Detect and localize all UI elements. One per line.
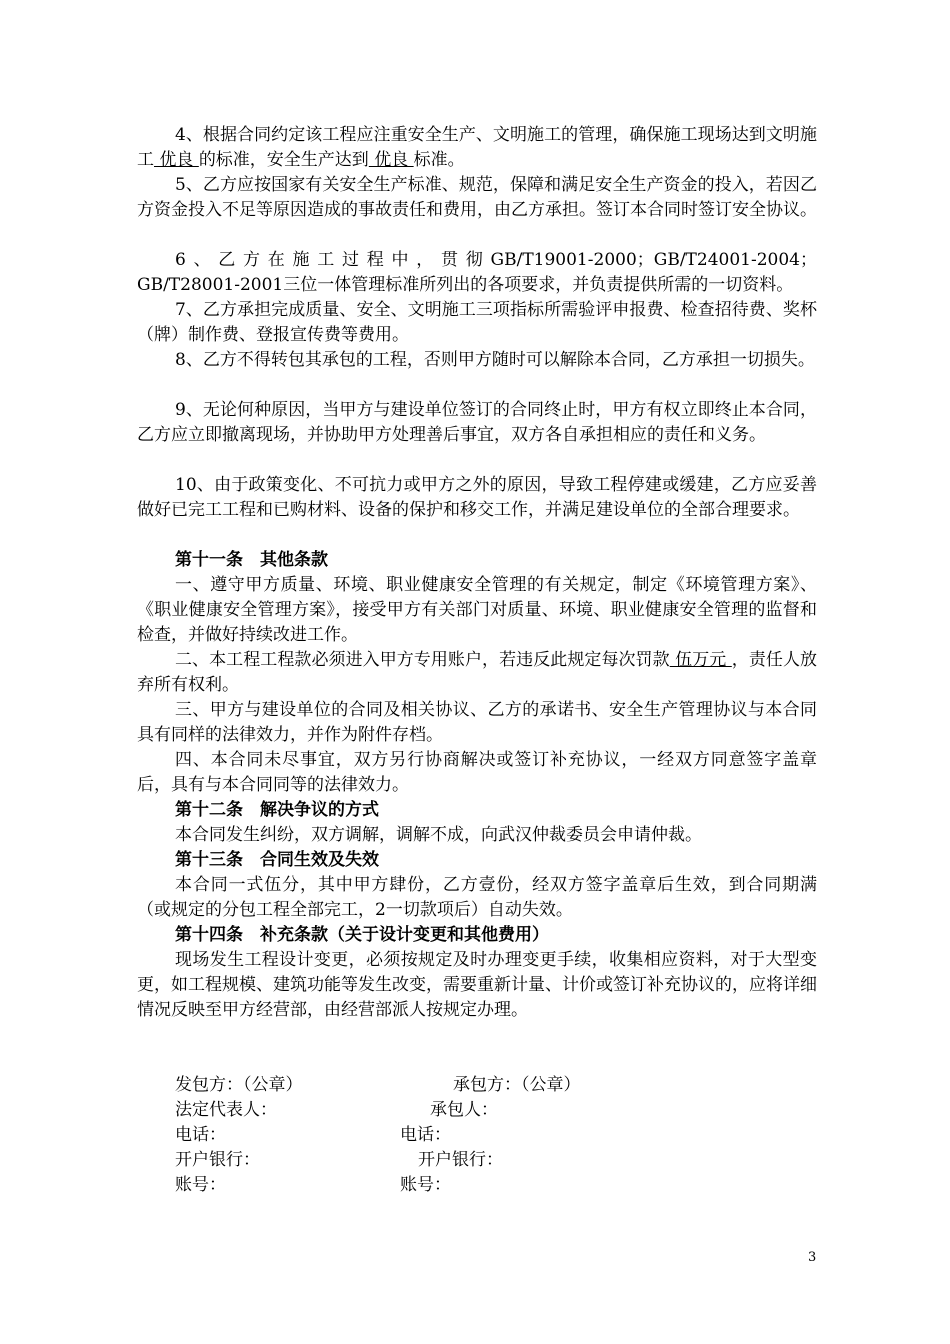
article-12-text: 本合同发生纠纷，双方调解，调解不成，向武汉仲裁委员会申请仲裁。 (175, 825, 702, 845)
article-13-text: 本合同一式伍分，其中甲方肆份，乙方壹份，经双方签字盖章后生效，到合同期满（或规定的分包工程全部完工，2一切款项后）自动失效。 (137, 875, 817, 920)
article-14-text: 现场发生工程设计变更，必须按规定及时办理变更手续，收集相应资料，对于大型变更，如工程规模、建筑功能等发生改变，需要重新计量、计价或签订补充协议的，应将详细情况反映至甲方经营部，由经营部派人按规定办理。 (137, 950, 817, 1020)
employer-seal-label: 发包方：（公章） (175, 1075, 303, 1095)
contractor-phone-label: 电话： (400, 1125, 451, 1145)
article-11-item-2-text-b: ，责任人放弃所有权利。 (137, 650, 818, 695)
employer-bank-label: 开户银行： (175, 1150, 260, 1170)
article-11-item-2 (137, 648, 817, 698)
contractor-seal-label: 承包方：（公章） (453, 1075, 581, 1095)
fill-blank-civilized: 优良 (154, 150, 199, 170)
legal-representative-label: 法定代表人： (175, 1100, 277, 1120)
page-number: 3 (808, 1250, 817, 1265)
article-13-heading: 第十三条 合同生效及失效 (175, 850, 379, 870)
article-11-item-2-text-a: 二、本工程工程款必须进入甲方专用账户，若违反此规定每次罚款 (175, 650, 670, 670)
clause-4-text-a: 4、根据合同约定该工程应注重安全生产、文明施工的管理，确保施工现场达到文明施工 (137, 125, 817, 170)
clause-6: 6、乙方在施工过程中，贯彻GB/T19001-2000；GB/T24001-2004；GB/T28001-2001三位一体管理标准所列出的各项要求，并负责提供所需的一切资料。 (137, 250, 817, 295)
employer-phone-label: 电话： (175, 1125, 226, 1145)
clause-4-text-b: 的标准，安全生产达到 (198, 150, 369, 170)
clause-7: 7、乙方承担完成质量、安全、文明施工三项指标所需验评申报费、检查招待费、奖杯（牌）制作费、登报宣传费等费用。 (137, 300, 817, 345)
contractor-person-label: 承包人： (430, 1100, 498, 1120)
clause-5: 5、乙方应按国家有关安全生产标准、规范，保障和满足安全生产资金的投入，若因乙方资金投入不足等原因造成的事故责任和费用，由乙方承担。签订本合同时签订安全协议。 (137, 175, 817, 220)
clause-8: 8、乙方不得转包其承包的工程，否则甲方随时可以解除本合同，乙方承担一切损失。 (175, 350, 815, 370)
clause-9: 9、无论何种原因，当甲方与建设单位签订的合同终止时，甲方有权立即终止本合同，乙方应立即撤离现场，并协助甲方处理善后事宜，双方各自承担相应的责任和义务。 (137, 400, 817, 445)
contractor-bank-label: 开户银行： (418, 1150, 503, 1170)
clause-4-text-c: 标准。 (413, 150, 465, 170)
fill-blank-penalty: 伍万元 (669, 650, 732, 670)
employer-account-label: 账号： (175, 1175, 226, 1195)
article-14-heading: 第十四条 补充条款（关于设计变更和其他费用） (175, 925, 549, 945)
clause-10: 10、由于政策变化、不可抗力或甲方之外的原因，导致工程停建或缓建，乙方应妥善做好已完工工程和已购材料、设备的保护和移交工作，并满足建设单位的全部合理要求。 (137, 475, 817, 520)
article-12-heading: 第十二条 解决争议的方式 (175, 800, 379, 820)
article-11-heading: 第十一条 其他条款 (175, 550, 328, 570)
fill-blank-safety: 优良 (368, 150, 414, 170)
clause-4 (137, 123, 817, 173)
article-11-item-3: 三、甲方与建设单位的合同及相关协议、乙方的承诺书、安全生产管理协议与本合同具有同样的法律效力，并作为附件存档。 (137, 700, 817, 745)
article-11-item-1: 一、遵守甲方质量、环境、职业健康安全管理的有关规定，制定《环境管理方案》、《职业健康安全管理方案》，接受甲方有关部门对质量、环境、职业健康安全管理的监督和检查，并做好持续改进工作。 (137, 575, 817, 645)
contractor-account-label: 账号： (400, 1175, 451, 1195)
article-11-item-4: 四、本合同未尽事宜，双方另行协商解决或签订补充协议，一经双方同意签字盖章后，具有与本合同同等的法律效力。 (137, 750, 817, 795)
